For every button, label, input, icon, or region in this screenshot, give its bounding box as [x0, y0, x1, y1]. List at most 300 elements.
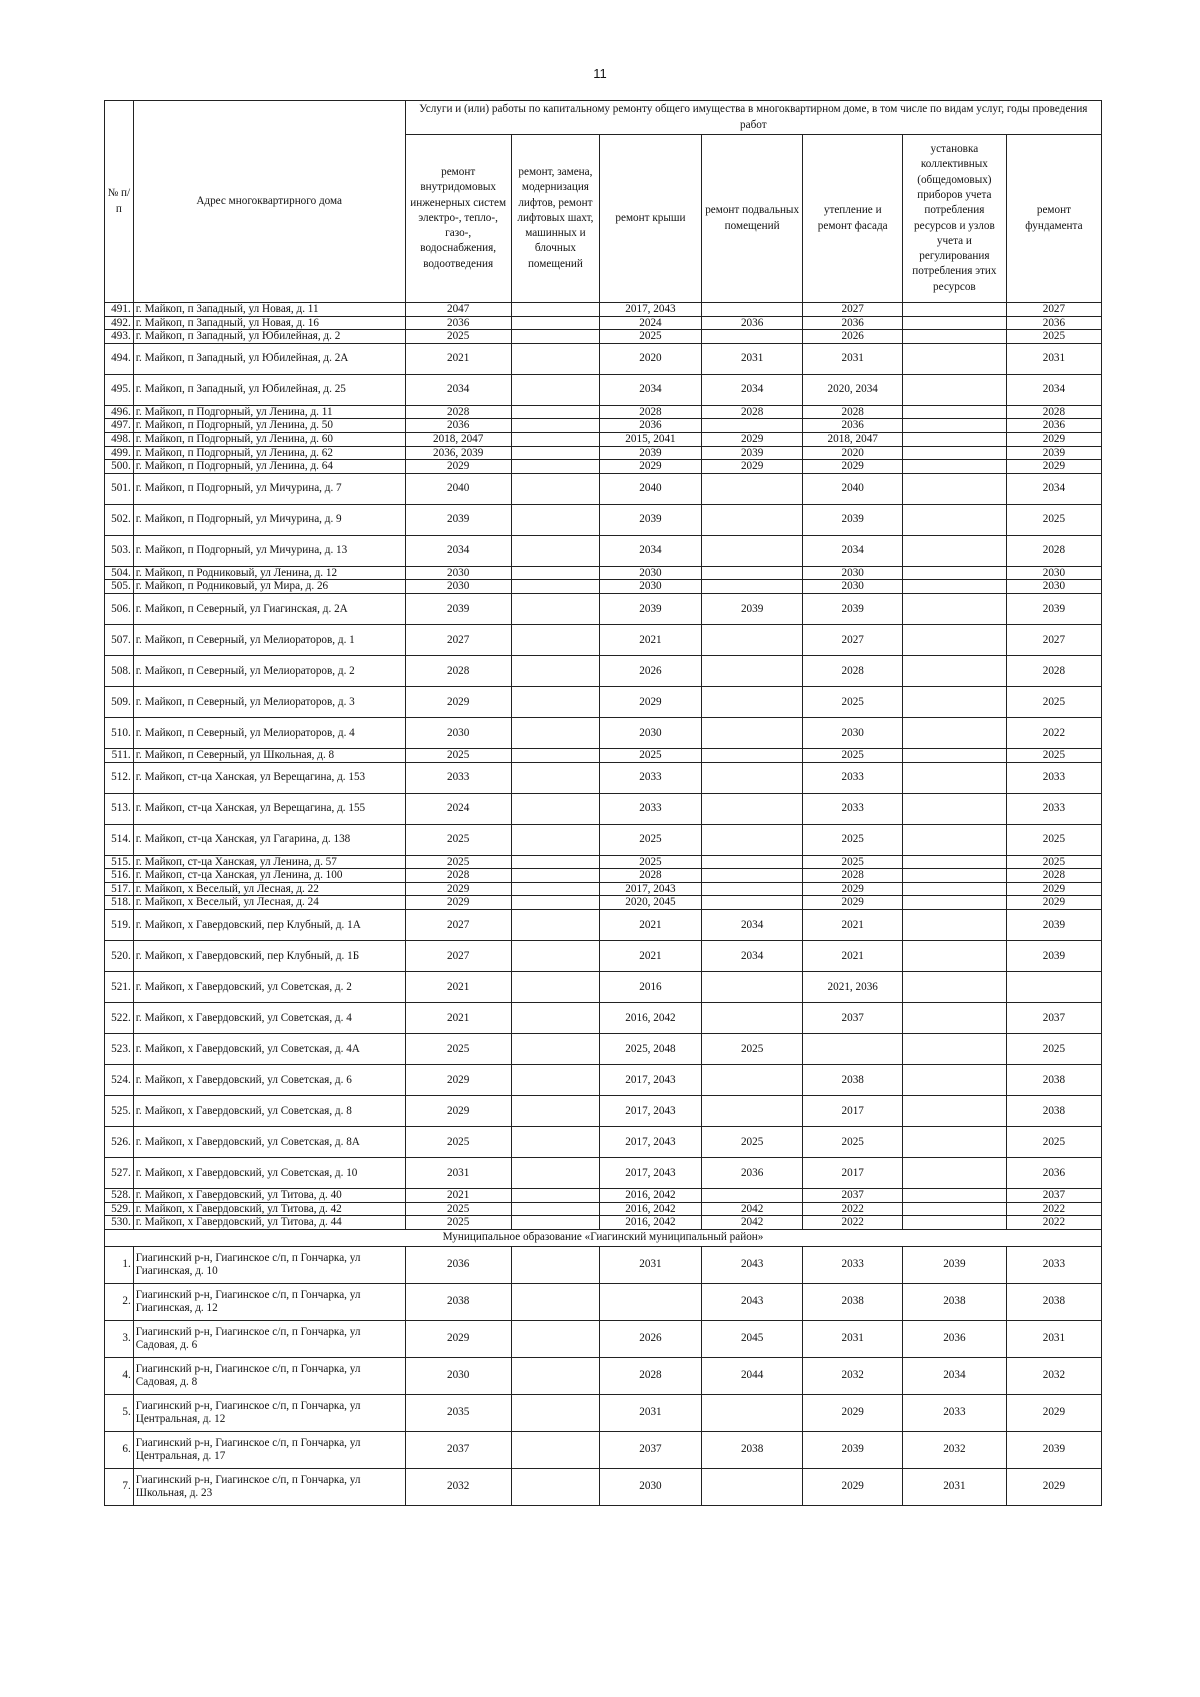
row-value: 2036 [405, 1246, 511, 1283]
row-address: г. Майкоп, п Западный, ул Новая, д. 11 [133, 303, 405, 317]
row-address: г. Майкоп, п Подгорный, ул Ленина, д. 64 [133, 460, 405, 474]
row-value [902, 655, 1006, 686]
row-value: 2030 [803, 566, 902, 580]
row-value: 2038 [1006, 1064, 1101, 1095]
row-value [511, 717, 599, 748]
table-row [105, 717, 1102, 748]
row-value: 2036 [1006, 419, 1101, 433]
row-address: Гиагинский р-н, Гиагинское с/п, п Гончарка, ул Центральная, д. 17 [133, 1431, 405, 1468]
row-address: г. Майкоп, п Подгорный, ул Мичурина, д. 7 [133, 473, 405, 504]
row-value: 2027 [405, 624, 511, 655]
municipality-title: Муниципальное образование «Гиагинский муниципальный район» [105, 1229, 1102, 1246]
row-value: 2039 [902, 1246, 1006, 1283]
row-value: 2021 [405, 343, 511, 374]
row-value [902, 717, 1006, 748]
row-value: 2027 [405, 909, 511, 940]
row-number: 526. [105, 1126, 134, 1157]
row-value: 2029 [803, 1468, 902, 1505]
row-number: 522. [105, 1002, 134, 1033]
row-number: 519. [105, 909, 134, 940]
row-value: 2021 [405, 971, 511, 1002]
row-value [511, 940, 599, 971]
row-value [511, 896, 599, 910]
row-value: 2025 [803, 686, 902, 717]
row-value [902, 1188, 1006, 1202]
row-value: 2025, 2048 [600, 1033, 702, 1064]
row-address: г. Майкоп, х Веселый, ул Лесная, д. 22 [133, 882, 405, 896]
row-value [701, 686, 803, 717]
row-value: 2036, 2039 [405, 446, 511, 460]
row-address: Гиагинский р-н, Гиагинское с/п, п Гончарка, ул Гиагинская, д. 10 [133, 1246, 405, 1283]
row-number: 2. [105, 1283, 134, 1320]
row-address: г. Майкоп, ст-ца Ханская, ул Гагарина, д. 138 [133, 824, 405, 855]
row-number: 505. [105, 580, 134, 594]
row-number: 518. [105, 896, 134, 910]
row-value: 2016 [600, 971, 702, 1002]
table-row [105, 1320, 1102, 1357]
row-value [902, 624, 1006, 655]
row-number: 517. [105, 882, 134, 896]
row-number: 523. [105, 1033, 134, 1064]
row-value [902, 909, 1006, 940]
row-address: г. Майкоп, х Гавердовский, ул Советская, д. 4 [133, 1002, 405, 1033]
row-value: 2024 [600, 316, 702, 330]
row-value [701, 793, 803, 824]
row-value [902, 869, 1006, 883]
row-value [701, 855, 803, 869]
row-value: 2030 [405, 580, 511, 594]
row-number: 528. [105, 1188, 134, 1202]
row-value [701, 655, 803, 686]
row-value: 2028 [1006, 535, 1101, 566]
row-address: г. Майкоп, х Гавердовский, ул Советская, д. 8А [133, 1126, 405, 1157]
table-row [105, 896, 1102, 910]
row-address: Гиагинский р-н, Гиагинское с/п, п Гончарка, ул Гиагинская, д. 12 [133, 1283, 405, 1320]
row-value [902, 1202, 1006, 1216]
row-value [902, 882, 1006, 896]
row-value: 2034 [803, 535, 902, 566]
row-value: 2016, 2042 [600, 1002, 702, 1033]
row-value [600, 1283, 702, 1320]
row-value [511, 748, 599, 762]
row-value: 2020 [803, 446, 902, 460]
row-value [701, 580, 803, 594]
table-row [105, 855, 1102, 869]
row-address: г. Майкоп, п Северный, ул Мелиораторов, д. 1 [133, 624, 405, 655]
row-value: 2036 [701, 316, 803, 330]
row-value: 2033 [1006, 1246, 1101, 1283]
row-value [902, 1064, 1006, 1095]
row-value [511, 1468, 599, 1505]
row-value: 2038 [405, 1283, 511, 1320]
row-value [902, 896, 1006, 910]
row-value: 2029 [701, 460, 803, 474]
row-value [511, 1157, 599, 1188]
row-value [511, 793, 599, 824]
row-value: 2017, 2043 [600, 1095, 702, 1126]
row-address: г. Майкоп, х Веселый, ул Лесная, д. 24 [133, 896, 405, 910]
row-value: 2028 [803, 869, 902, 883]
row-number: 496. [105, 405, 134, 419]
row-value: 2031 [902, 1468, 1006, 1505]
row-value [511, 566, 599, 580]
row-value: 2021 [600, 909, 702, 940]
table-row [105, 1126, 1102, 1157]
row-value: 2030 [1006, 566, 1101, 580]
row-value: 2034 [701, 374, 803, 405]
table-row [105, 655, 1102, 686]
row-value: 2036 [1006, 1157, 1101, 1188]
table-row [105, 1283, 1102, 1320]
row-value [701, 330, 803, 344]
row-value: 2034 [1006, 374, 1101, 405]
row-value: 2031 [600, 1246, 702, 1283]
row-value: 2030 [405, 717, 511, 748]
row-address: г. Майкоп, п Подгорный, ул Мичурина, д. 13 [133, 535, 405, 566]
table-body-giaginsky [105, 1246, 1102, 1505]
row-value: 2039 [701, 593, 803, 624]
table-row [105, 460, 1102, 474]
row-value: 2034 [405, 374, 511, 405]
table-row [105, 1246, 1102, 1283]
row-address: г. Майкоп, п Западный, ул Юбилейная, д. 2А [133, 343, 405, 374]
row-value [511, 580, 599, 594]
row-value: 2028 [600, 405, 702, 419]
header-num: № п/п [105, 101, 134, 303]
row-value: 2034 [701, 940, 803, 971]
row-value: 2028 [405, 869, 511, 883]
row-address: г. Майкоп, ст-ца Ханская, ул Ленина, д. 57 [133, 855, 405, 869]
table-row [105, 303, 1102, 317]
row-address: г. Майкоп, ст-ца Ханская, ул Верещагина, д. 155 [133, 793, 405, 824]
row-address: г. Майкоп, п Северный, ул Мелиораторов, д. 4 [133, 717, 405, 748]
row-number: 497. [105, 419, 134, 433]
row-value [701, 504, 803, 535]
row-value: 2042 [701, 1216, 803, 1230]
row-value: 2021 [405, 1188, 511, 1202]
municipality-row [105, 1229, 1102, 1246]
table-row [105, 1095, 1102, 1126]
row-value: 2017 [803, 1095, 902, 1126]
row-value [701, 1188, 803, 1202]
header-col-engineering: ремонт внутридомовых инженерных систем электро-, тепло-, газо-, водоснабжения, водоотведения [405, 135, 511, 303]
row-value [511, 460, 599, 474]
row-value: 2036 [600, 419, 702, 433]
row-value: 2029 [405, 1320, 511, 1357]
row-value [701, 971, 803, 1002]
row-value [511, 624, 599, 655]
row-value [902, 580, 1006, 594]
row-value [511, 374, 599, 405]
header-col-facade: утепление и ремонт фасада [803, 135, 902, 303]
row-address: г. Майкоп, х Гавердовский, пер Клубный, д. 1Б [133, 940, 405, 971]
row-value [701, 1394, 803, 1431]
row-value: 2025 [405, 1216, 511, 1230]
row-number: 513. [105, 793, 134, 824]
table-row [105, 1468, 1102, 1505]
row-value: 2028 [600, 869, 702, 883]
row-value: 2029 [405, 882, 511, 896]
table-row [105, 419, 1102, 433]
row-address: г. Майкоп, х Гавердовский, пер Клубный, д. 1А [133, 909, 405, 940]
row-number: 492. [105, 316, 134, 330]
row-value [511, 1283, 599, 1320]
row-value [902, 535, 1006, 566]
table-row [105, 1357, 1102, 1394]
row-value [511, 1002, 599, 1033]
row-value: 2039 [600, 446, 702, 460]
row-value: 2039 [1006, 940, 1101, 971]
table-row [105, 971, 1102, 1002]
row-value: 2032 [803, 1357, 902, 1394]
row-value [511, 762, 599, 793]
row-value: 2025 [803, 855, 902, 869]
row-value: 2027 [405, 940, 511, 971]
row-value: 2039 [1006, 909, 1101, 940]
row-number: 507. [105, 624, 134, 655]
row-value [902, 343, 1006, 374]
table-row [105, 374, 1102, 405]
row-value: 2021 [600, 940, 702, 971]
row-value [902, 330, 1006, 344]
row-number: 514. [105, 824, 134, 855]
table-row [105, 330, 1102, 344]
table-row [105, 593, 1102, 624]
row-value: 2017, 2043 [600, 1157, 702, 1188]
row-address: г. Майкоп, п Северный, ул Гиагинская, д. 2А [133, 593, 405, 624]
table-row [105, 432, 1102, 446]
row-number: 7. [105, 1468, 134, 1505]
row-value: 2039 [701, 446, 803, 460]
row-value: 2027 [803, 624, 902, 655]
row-value [701, 824, 803, 855]
row-value: 2039 [803, 1431, 902, 1468]
row-value: 2028 [803, 405, 902, 419]
row-value [803, 1033, 902, 1064]
row-value: 2029 [1006, 460, 1101, 474]
table-row [105, 624, 1102, 655]
row-value: 2047 [405, 303, 511, 317]
row-value: 2029 [405, 460, 511, 474]
row-value [511, 446, 599, 460]
row-value [511, 882, 599, 896]
row-value [701, 566, 803, 580]
row-number: 1. [105, 1246, 134, 1283]
row-value: 2029 [803, 1394, 902, 1431]
header-address: Адрес многоквартирного дома [133, 101, 405, 303]
row-value: 2038 [902, 1283, 1006, 1320]
row-value [701, 624, 803, 655]
row-value: 2018, 2047 [405, 432, 511, 446]
row-value [902, 1033, 1006, 1064]
row-value: 2030 [600, 580, 702, 594]
row-value [511, 824, 599, 855]
row-address: г. Майкоп, ст-ца Ханская, ул Ленина, д. 100 [133, 869, 405, 883]
row-value: 2029 [1006, 1394, 1101, 1431]
row-value: 2028 [405, 405, 511, 419]
row-value [511, 971, 599, 1002]
row-value [701, 1002, 803, 1033]
row-value [902, 405, 1006, 419]
row-number: 510. [105, 717, 134, 748]
row-value: 2027 [803, 303, 902, 317]
row-value [511, 316, 599, 330]
row-value: 2030 [803, 580, 902, 594]
row-value: 2021, 2036 [803, 971, 902, 1002]
row-value: 2025 [600, 748, 702, 762]
row-address: г. Майкоп, ст-ца Ханская, ул Верещагина, д. 153 [133, 762, 405, 793]
row-value: 2029 [600, 460, 702, 474]
row-value [701, 748, 803, 762]
row-value [511, 686, 599, 717]
table-row [105, 535, 1102, 566]
table-row [105, 580, 1102, 594]
row-value: 2036 [803, 316, 902, 330]
header-group: Услуги и (или) работы по капитальному ремонту общего имущества в многоквартирном доме, в том числе по видам услуг, годы проведения работ [405, 101, 1101, 135]
row-value [902, 460, 1006, 474]
row-value: 2037 [600, 1431, 702, 1468]
row-value [511, 869, 599, 883]
table-row [105, 824, 1102, 855]
row-number: 506. [105, 593, 134, 624]
row-value: 2017 [803, 1157, 902, 1188]
row-address: г. Майкоп, п Подгорный, ул Ленина, д. 50 [133, 419, 405, 433]
row-number: 511. [105, 748, 134, 762]
row-value: 2025 [1006, 855, 1101, 869]
row-value: 2030 [600, 566, 702, 580]
table-row [105, 940, 1102, 971]
row-value: 2034 [1006, 473, 1101, 504]
table-row [105, 882, 1102, 896]
row-number: 520. [105, 940, 134, 971]
header-col-foundation: ремонт фундамента [1006, 135, 1101, 303]
header-col-meters: установка коллективных (общедомовых) приборов учета потребления ресурсов и узлов учета и регулирования потребления этих ресурсов [902, 135, 1006, 303]
table-row [105, 1431, 1102, 1468]
row-value [902, 855, 1006, 869]
row-number: 504. [105, 566, 134, 580]
row-value: 2032 [902, 1431, 1006, 1468]
row-value: 2039 [803, 593, 902, 624]
row-value: 2016, 2042 [600, 1188, 702, 1202]
row-value: 2028 [600, 1357, 702, 1394]
row-value: 2045 [701, 1320, 803, 1357]
row-value: 2026 [600, 1320, 702, 1357]
row-value: 2025 [405, 824, 511, 855]
row-value [902, 824, 1006, 855]
row-value [902, 686, 1006, 717]
table-row [105, 1202, 1102, 1216]
row-value: 2022 [803, 1216, 902, 1230]
row-value: 2037 [405, 1431, 511, 1468]
row-address: Гиагинский р-н, Гиагинское с/п, п Гончарка, ул Садовая, д. 6 [133, 1320, 405, 1357]
table-row [105, 504, 1102, 535]
row-address: г. Майкоп, х Гавердовский, ул Советская, д. 6 [133, 1064, 405, 1095]
row-value: 2031 [405, 1157, 511, 1188]
row-value [902, 504, 1006, 535]
row-value: 2038 [803, 1064, 902, 1095]
row-value: 2021 [600, 624, 702, 655]
row-value: 2025 [1006, 1033, 1101, 1064]
row-value [511, 1357, 599, 1394]
row-value: 2025 [600, 855, 702, 869]
row-value: 2043 [701, 1246, 803, 1283]
row-value: 2015, 2041 [600, 432, 702, 446]
row-value [511, 655, 599, 686]
row-address: г. Майкоп, п Подгорный, ул Ленина, д. 60 [133, 432, 405, 446]
row-value [902, 940, 1006, 971]
row-value: 2039 [1006, 1431, 1101, 1468]
row-value [902, 374, 1006, 405]
row-value [511, 593, 599, 624]
row-value [902, 303, 1006, 317]
row-value [511, 405, 599, 419]
row-value: 2017, 2043 [600, 1126, 702, 1157]
row-value [511, 535, 599, 566]
row-value [902, 1216, 1006, 1230]
row-address: г. Майкоп, п Северный, ул Мелиораторов, д. 2 [133, 655, 405, 686]
row-value: 2030 [803, 717, 902, 748]
row-value: 2021 [803, 940, 902, 971]
row-value: 2028 [701, 405, 803, 419]
table-row [105, 869, 1102, 883]
row-value: 2024 [405, 793, 511, 824]
row-value [902, 1002, 1006, 1033]
row-address: г. Майкоп, х Гавердовский, ул Советская, д. 2 [133, 971, 405, 1002]
row-value [511, 419, 599, 433]
row-address: Гиагинский р-н, Гиагинское с/п, п Гончарка, ул Садовая, д. 8 [133, 1357, 405, 1394]
row-value: 2025 [803, 1126, 902, 1157]
row-value: 2025 [1006, 504, 1101, 535]
row-address: г. Майкоп, п Подгорный, ул Ленина, д. 62 [133, 446, 405, 460]
row-value [511, 504, 599, 535]
row-value: 2029 [405, 1095, 511, 1126]
table-body-maykop [105, 303, 1102, 1230]
row-value: 2026 [600, 655, 702, 686]
row-value: 2034 [600, 535, 702, 566]
row-value [511, 1431, 599, 1468]
row-address: г. Майкоп, х Гавердовский, ул Титова, д. 42 [133, 1202, 405, 1216]
row-value: 2021 [803, 909, 902, 940]
row-value: 2039 [405, 593, 511, 624]
row-number: 501. [105, 473, 134, 504]
row-value: 2020, 2034 [803, 374, 902, 405]
row-address: г. Майкоп, п Западный, ул Юбилейная, д. 25 [133, 374, 405, 405]
row-address: Гиагинский р-н, Гиагинское с/п, п Гончарка, ул Центральная, д. 12 [133, 1394, 405, 1431]
row-value: 2033 [902, 1394, 1006, 1431]
row-value: 2029 [405, 1064, 511, 1095]
row-number: 515. [105, 855, 134, 869]
row-value: 2033 [803, 793, 902, 824]
row-value: 2035 [405, 1394, 511, 1431]
row-address: г. Майкоп, п Родниковый, ул Ленина, д. 12 [133, 566, 405, 580]
row-number: 524. [105, 1064, 134, 1095]
row-value: 2039 [600, 504, 702, 535]
row-number: 5. [105, 1394, 134, 1431]
row-value [902, 446, 1006, 460]
row-value: 2029 [1006, 1468, 1101, 1505]
row-value: 2037 [1006, 1188, 1101, 1202]
table-row [105, 1033, 1102, 1064]
header-col-lifts: ремонт, замена, модернизация лифтов, ремонт лифтовых шахт, машинных и блочных помещений [511, 135, 599, 303]
row-value: 2025 [405, 855, 511, 869]
row-value: 2029 [803, 896, 902, 910]
row-value: 2034 [701, 909, 803, 940]
row-value: 2044 [701, 1357, 803, 1394]
row-value: 2018, 2047 [803, 432, 902, 446]
row-value: 2034 [600, 374, 702, 405]
row-number: 6. [105, 1431, 134, 1468]
row-value: 2025 [803, 824, 902, 855]
